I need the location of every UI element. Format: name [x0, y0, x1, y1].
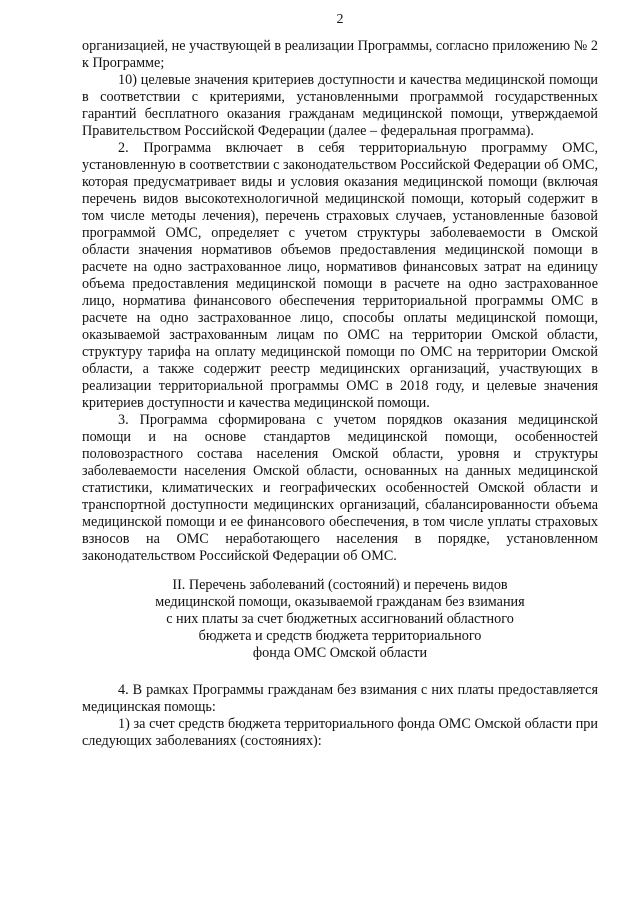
section-title-line: медицинской помощи, оказываемой гражданам без взимания: [155, 594, 525, 610]
spacer: [82, 662, 598, 682]
paragraph-2: 2. Программа включает в себя территориальную программу ОМС, установленную в соответствии с законодательством Российской Федерации об ОМС, которая предусматривает виды и условия оказания медицинской помощи (включая перечень видов высокотехнологичной медицинской помощи, который содержит в том числе методы лечения), перечень страховых случаев, установленные базовой программой ОМС, определяет с учетом структуры заболеваемости в Омской области значения нормативов объемов предоставления медицинской помощи в расчете на одно застрахованное лицо, нормативов финансовых затрат на единицу объема предоставления медицинской помощи в расчете на одно застрахованное лицо, норматива финансового обеспечения территориальной программы ОМС в расчете на одно застрахованное лицо, способы оплаты медицинской помощи, оказываемой застрахованным лицам по ОМС на территории Омской области, структуру тарифа на оплату медицинской помощи по ОМС на территории Омской области, а также содержит реестр медицинских организаций, участвующих в реализации территориальной программы ОМС в 2018 году, и целевые значения критериев доступности и качества медицинской помощи.: [82, 140, 598, 411]
page-number: 2: [336, 12, 344, 27]
section-title-line: фонда ОМС Омской области: [252, 645, 428, 661]
paragraph-4-item-1: 1) за счет средств бюджета территориального фонда ОМС Омской области при следующих заболеваниях (состояниях):: [82, 716, 598, 749]
paragraph-item-10: 10) целевые значения критериев доступности и качества медицинской помощи в соответствии с критериями, установленными программой государственных гарантий бесплатного оказания гражданам медицинской помощи, утверждаемой Правительством Российской Федерации (далее – федеральная программа).: [82, 72, 598, 139]
section-title-line: II. Перечень заболеваний (состояний) и перечень видов: [172, 577, 508, 593]
document-page: [82, 10, 598, 750]
paragraph-3: 3. Программа сформирована с учетом порядков оказания медицинской помощи и на основе стандартов медицинской помощи, особенностей половозрастного состава населения Омской области, уровня и структуры заболеваемости населения Омской области, основанных на данных медицинской статистики, климатических и географических особенностей Омской области и транспортной доступности медицинских организаций, сбалансированности объема медицинской помощи и ее финансового обеспечения, в том числе уплаты страховых взносов на ОМС неработающего населения в порядке, установленном законодательством Российской Федерации об ОМС.: [82, 412, 598, 564]
section-title-line: бюджета и средств бюджета территориального: [198, 628, 482, 644]
paragraph-continuation: организацией, не участвующей в реализации Программы, согласно приложению № 2 к Программе;: [82, 38, 598, 71]
paragraph-4: 4. В рамках Программы гражданам без взимания с них платы предоставляется медицинская помощь:: [82, 682, 598, 715]
section-title-line: с них платы за счет бюджетных ассигнований областного: [166, 611, 514, 627]
section-title: [82, 577, 598, 662]
